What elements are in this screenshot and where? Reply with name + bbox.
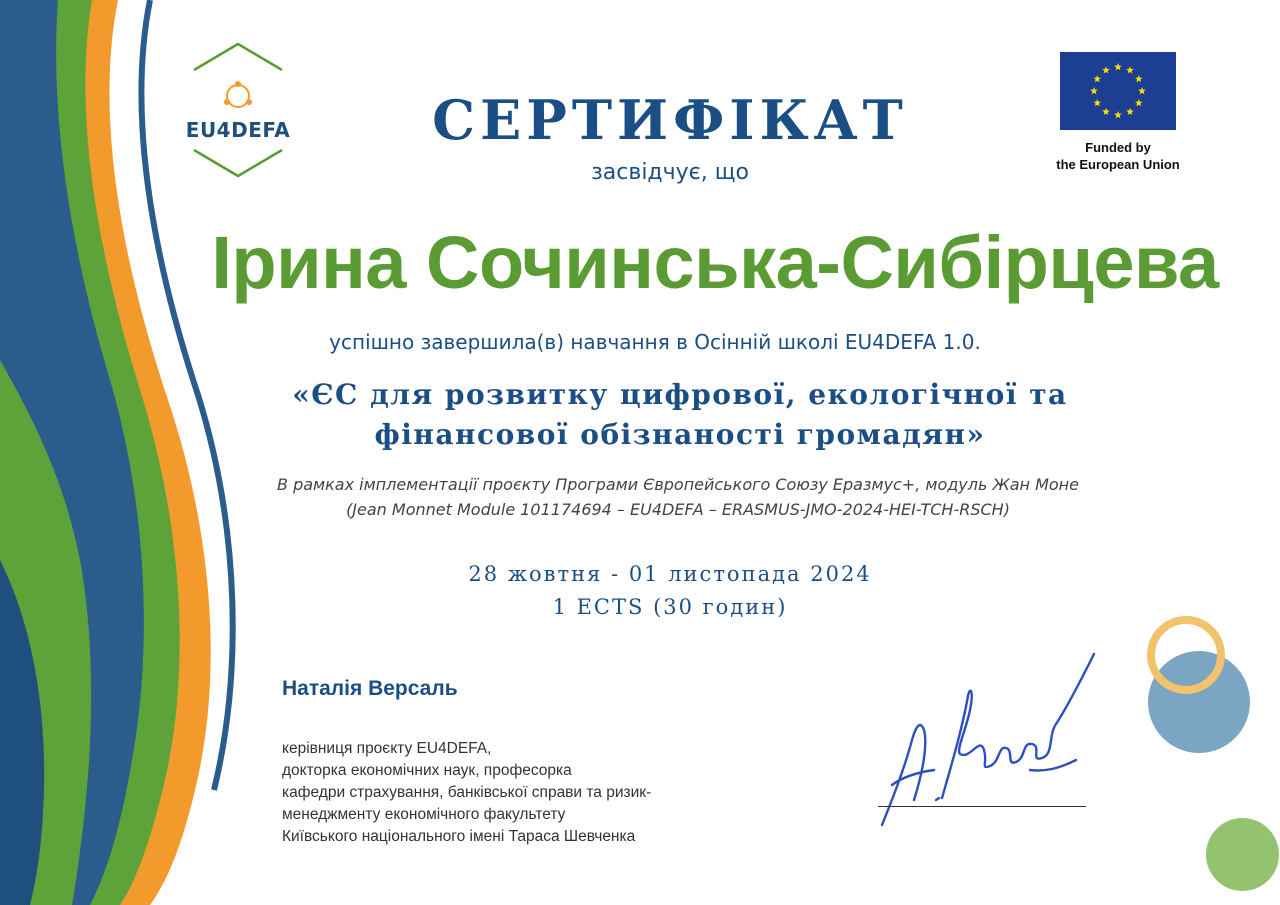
certificate-title: СЕРТИФІКАТ [432, 88, 908, 152]
logo-dot-right [246, 99, 252, 105]
logo-chevron-bottom [194, 150, 282, 176]
recipient-name: Ірина Сочинська-Сибірцева [211, 221, 1219, 304]
certificate-subtitle: засвідчує, що [591, 160, 749, 185]
eu4defa-logo [178, 40, 298, 180]
course-title [230, 375, 1130, 455]
project-description-line2: (Jean Monnet Module 101174694 – EU4DEFA – ERASMUS-JMO-2024-HEI-TCH-RSCH) [346, 500, 1010, 519]
signer-desc-line: Київського національного імені Тараса Шевченка [282, 828, 636, 845]
funded-by-line2: the European Union [1056, 157, 1180, 172]
course-credits: 1 ECTS (30 годин) [552, 595, 788, 619]
eu-flag-icon [1060, 52, 1176, 130]
signature-stroke-tail [1030, 760, 1076, 771]
decorative-circle-orange-ring [1147, 616, 1225, 694]
signature-stroke-initial [882, 725, 934, 825]
handwritten-signature [870, 650, 1110, 835]
completion-statement: успішно завершила(в) навчання в Осінній школі EU4DEFA 1.0. [329, 330, 981, 354]
signer-desc-line: керівниця проєкту EU4DEFA, [282, 740, 492, 757]
course-title-line1: «ЄС для розвитку цифрової, екологічної та [292, 378, 1068, 411]
signer-description [282, 738, 651, 848]
logo-dot-top [235, 81, 241, 87]
signature-line [878, 806, 1086, 807]
logo-text: EU4DEFA [185, 118, 291, 142]
course-title-line2: фінансової обізнаності громадян» [374, 418, 986, 451]
logo-dot-left [224, 99, 230, 105]
signer-name: Наталія Версаль [282, 677, 458, 700]
decorative-circle-green [1206, 818, 1279, 891]
course-dates: 28 жовтня - 01 листопада 2024 [468, 562, 872, 586]
logo-ring [227, 85, 249, 107]
funded-by-eu-label [1030, 139, 1206, 173]
funded-by-line1: Funded by [1085, 140, 1151, 155]
signer-desc-line: менеджменту економічного факультету [282, 806, 566, 823]
logo-chevron-top [194, 44, 282, 70]
signer-desc-line: кафедри страхування, банківської справи та ризик- [282, 784, 652, 801]
project-description-line1: В рамках імплементації проєкту Програми Європейського Союзу Еразмус+, модуль Жан Моне [277, 475, 1079, 494]
eu4defa-logo-graphic [178, 40, 298, 180]
signature-stroke-dot [936, 798, 939, 800]
signer-desc-line: докторка економічних наук, професорка [282, 762, 572, 779]
signature-stroke-surname [942, 654, 1094, 798]
